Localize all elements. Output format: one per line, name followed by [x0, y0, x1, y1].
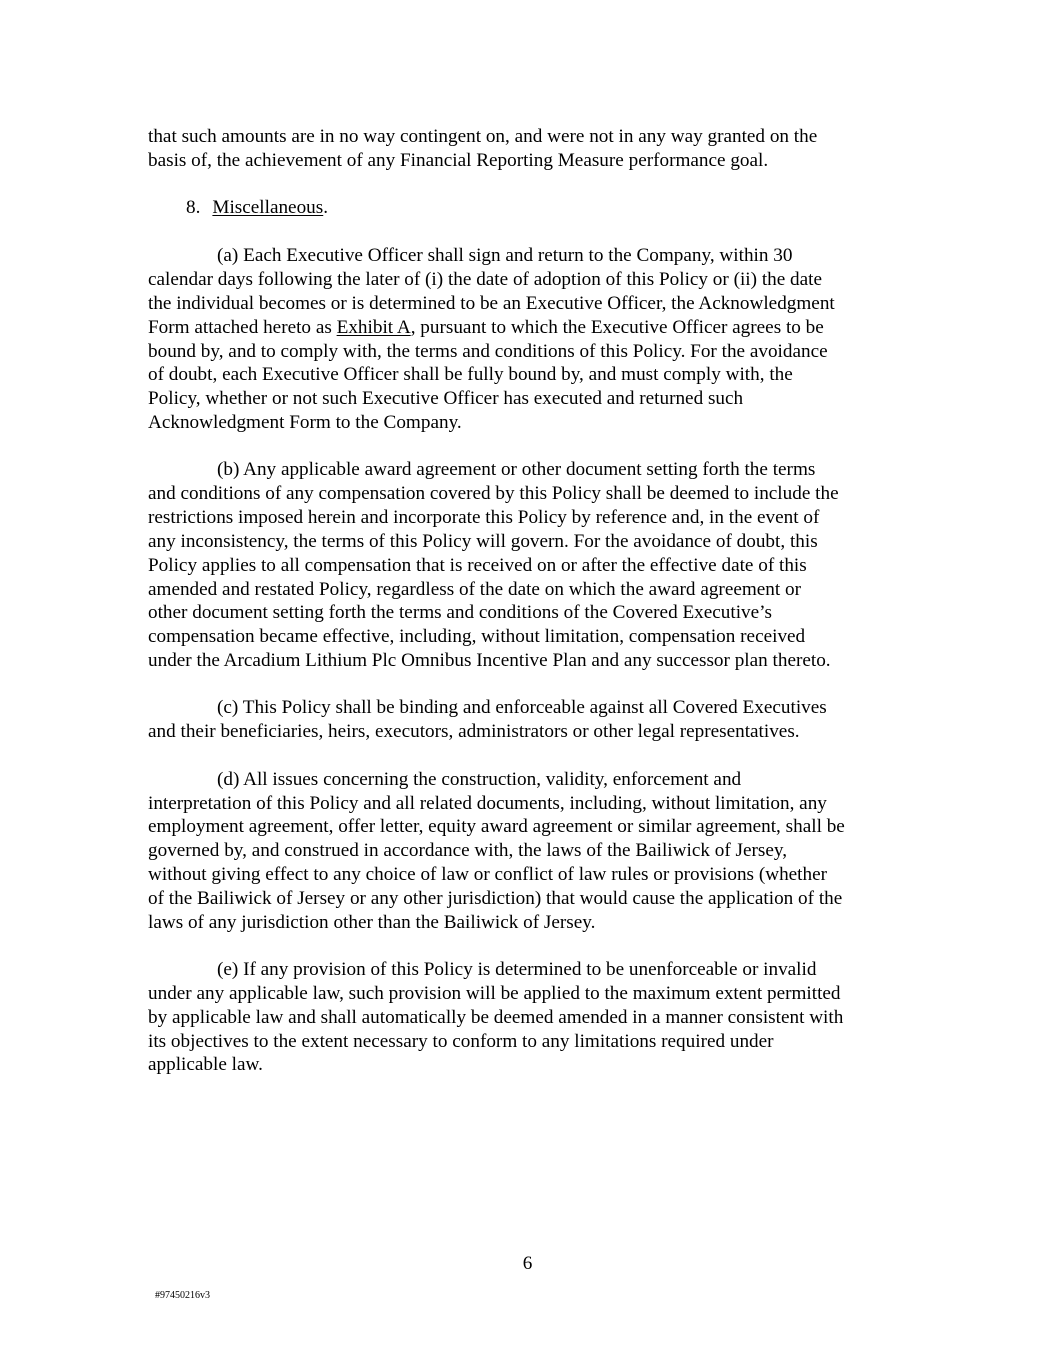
- para-a-line-3: the individual becomes or is determined to be an Executive Officer, the Acknowledgment: [148, 293, 835, 314]
- para-a-line-4: [148, 316, 824, 340]
- para-c-line-2: and their beneficiaries, heirs, executors, administrators or other legal representatives.: [148, 721, 800, 742]
- para-c-line-1: (c) This Policy shall be binding and enforceable against all Covered Executives: [217, 697, 827, 718]
- para-a-line-6: of doubt, each Executive Officer shall be fully bound by, and must comply with, the: [148, 364, 793, 385]
- para-a-line-7: Policy, whether or not such Executive Officer has executed and returned such: [148, 388, 744, 409]
- section-heading: [186, 196, 328, 220]
- para-e-line-1: (e) If any provision of this Policy is determined to be unenforceable or invalid: [217, 959, 817, 980]
- para-b-line-3: restrictions imposed herein and incorporate this Policy by reference and, in the event of: [148, 507, 820, 528]
- para-d-line-1: (d) All issues concerning the construction, validity, enforcement and: [217, 769, 742, 790]
- section-title-punct: .: [323, 197, 329, 218]
- para-b-line-4: any inconsistency, the terms of this Policy will govern. For the avoidance of doubt, this: [148, 531, 818, 552]
- para-b-line-9: under the Arcadium Lithium Plc Omnibus Incentive Plan and any successor plan thereto.: [148, 650, 831, 671]
- para-b-line-1: (b) Any applicable award agreement or other document setting forth the terms: [217, 459, 816, 480]
- page-number: 6: [522, 1253, 533, 1274]
- para-e-line-4: its objectives to the extent necessary to conform to any limitations required under: [148, 1031, 774, 1052]
- para-d-line-4: governed by, and construed in accordance with, the laws of the Bailiwick of Jersey,: [148, 840, 788, 861]
- para-b-line-7: other document setting forth the terms and conditions of the Covered Executive’s: [148, 602, 772, 623]
- document-id: #97450216v3: [155, 1290, 210, 1301]
- para-b-line-8: compensation became effective, including, without limitation, compensation received: [148, 626, 806, 647]
- continuation-line-1: that such amounts are in no way contingent on, and were not in any way granted on the: [148, 126, 818, 147]
- para-b-line-2: and conditions of any compensation covered by this Policy shall be deemed to include the: [148, 483, 839, 504]
- para-d-line-6: of the Bailiwick of Jersey or any other jurisdiction) that would cause the application of the: [148, 888, 843, 909]
- para-a-line-8: Acknowledgment Form to the Company.: [148, 412, 462, 433]
- para-d-line-5: without giving effect to any choice of law or conflict of law rules or provisions (whether: [148, 864, 828, 885]
- para-d-line-3: employment agreement, offer letter, equity award agreement or similar agreement, shall be: [148, 816, 845, 837]
- exhibit-a-link[interactable]: Exhibit A: [336, 317, 411, 338]
- para-b-line-6: amended and restated Policy, regardless of the date on which the award agreement or: [148, 579, 802, 600]
- para-e-line-2: under any applicable law, such provision will be applied to the maximum extent permitted: [148, 983, 841, 1004]
- section-title: Miscellaneous: [212, 197, 324, 218]
- section-number: 8.: [186, 197, 201, 218]
- para-d-line-7: laws of any jurisdiction other than the Bailiwick of Jersey.: [148, 912, 596, 933]
- continuation-line-2: basis of, the achievement of any Financial Reporting Measure performance goal.: [148, 150, 769, 171]
- para-a-line-1: (a) Each Executive Officer shall sign and return to the Company, within 30: [217, 245, 793, 266]
- para-a-line-2: calendar days following the later of (i) the date of adoption of this Policy or (ii) the date: [148, 269, 823, 290]
- para-a-line-4-post: , pursuant to which the Executive Officer agrees to be: [410, 317, 824, 338]
- para-a-line-4-pre: Form attached hereto as: [148, 317, 337, 338]
- para-d-line-2: interpretation of this Policy and all related documents, including, without limitation, any: [148, 793, 827, 814]
- para-a-line-5: bound by, and to comply with, the terms and conditions of this Policy. For the avoidance: [148, 341, 828, 362]
- para-b-line-5: Policy applies to all compensation that is received on or after the effective date of this: [148, 555, 807, 576]
- para-e-line-3: by applicable law and shall automatically be deemed amended in a manner consistent with: [148, 1007, 844, 1028]
- para-e-line-5: applicable law.: [148, 1054, 263, 1075]
